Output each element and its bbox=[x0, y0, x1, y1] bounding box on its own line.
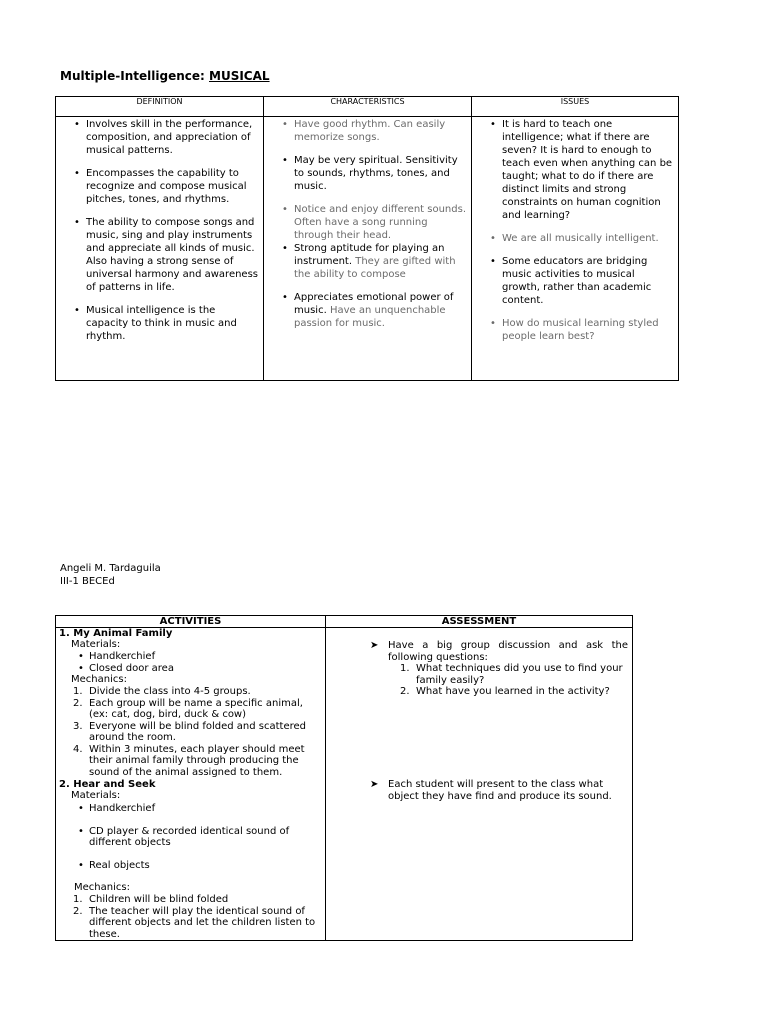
material-item: • Closed door area bbox=[78, 663, 318, 675]
issue-item: • Some educators are bridging music activities to musical growth, rather than academic content. bbox=[486, 255, 674, 307]
characteristic-text: Appreciates emotional power of music. bbox=[294, 292, 454, 316]
characteristic-item: • May be very spiritual. Sensitivity to sounds, rhythms, tones, and music. bbox=[278, 154, 466, 193]
issues-column bbox=[486, 118, 674, 343]
page-title bbox=[60, 69, 270, 83]
definition-item: • The ability to compose songs and music, sing and play instruments and appreciate all kinds of music. Also having a strong sense of universal harmony and awareness of patterns in life. bbox=[70, 216, 258, 294]
definition-item: • Encompasses the capability to recognize and compose musical pitches, tones, and rhythms. bbox=[70, 167, 258, 206]
mechanics-label: Mechanics: bbox=[74, 882, 130, 893]
characteristic-text: Strong aptitude for playing an instrument. bbox=[294, 243, 445, 267]
step-text: Children will be blind folded bbox=[89, 894, 229, 905]
definition-item: • Involves skill in the performance, composition, and appreciation of musical patterns. bbox=[70, 118, 258, 157]
mechanics-step: 1. Children will be blind folded bbox=[73, 894, 229, 905]
definition-item: • Musical intelligence is the capacity to think in music and rhythm. bbox=[70, 304, 258, 343]
mechanics-label: Mechanics: bbox=[71, 674, 127, 685]
issue-item: • It is hard to teach one intelligence; what if there are seven? It is hard to enough to teach even when anything can be taught; what to do if there are distinct limits and strong constraints on human cognition and learning? bbox=[486, 118, 674, 222]
header-characteristics: CHARACTERISTICS bbox=[330, 97, 405, 106]
material-item: • Real objects bbox=[78, 860, 308, 872]
header-definition: DEFINITION bbox=[136, 97, 183, 106]
material-item: • CD player & recorded identical sound of different objects bbox=[78, 826, 308, 849]
assessment-item bbox=[370, 779, 628, 802]
activity-title: 1. My Animal Family bbox=[59, 628, 173, 639]
characteristic-item: • Notice and enjoy different sounds. Often have a song running through their head. bbox=[278, 203, 466, 242]
step-text: Everyone will be blind folded and scattered around the room. bbox=[89, 720, 307, 743]
assessment-block bbox=[370, 779, 628, 802]
step-text: Within 3 minutes, each player should meet their animal family through producing the sound of the animal assigned to them. bbox=[89, 743, 305, 778]
definition-column bbox=[70, 118, 258, 343]
material-item: • Handkerchief bbox=[78, 651, 318, 663]
activities-table bbox=[55, 615, 633, 941]
assessment-item bbox=[370, 640, 628, 663]
characteristics-column bbox=[278, 118, 466, 330]
mechanics-step: 1. Divide the class into 4-5 groups. bbox=[73, 686, 251, 697]
author-block bbox=[60, 562, 161, 588]
question-item: 2. What have you learned in the activity? bbox=[400, 686, 610, 697]
characteristic-item bbox=[278, 242, 466, 281]
activity-title: 2. Hear and Seek bbox=[59, 779, 156, 790]
arrow-icon: ➤ bbox=[370, 779, 379, 790]
header-activities: ACTIVITIES bbox=[159, 616, 222, 627]
characteristic-text: Have an unquenchable passion for music. bbox=[294, 305, 446, 329]
arrow-icon: ➤ bbox=[370, 640, 379, 651]
characteristic-item: • Have good rhythm. Can easily memorize songs. bbox=[278, 118, 466, 144]
materials-label: Materials: bbox=[71, 790, 121, 801]
question-item: 1. What techniques did you use to find your family easily? bbox=[400, 663, 623, 686]
mechanics-step: 3. Everyone will be blind folded and scattered around the room. bbox=[73, 720, 307, 743]
mechanics-list bbox=[73, 686, 319, 778]
mechanics-list bbox=[73, 894, 319, 940]
mechanics-step: 2. The teacher will play the identical sound of different objects and let the children listen to these. bbox=[73, 905, 316, 940]
header-issues: ISSUES bbox=[560, 97, 590, 106]
column-divider bbox=[263, 97, 264, 380]
question-text: What have you learned in the activity? bbox=[416, 686, 610, 697]
author-section: III-1 BECEd bbox=[60, 576, 115, 587]
assessment-text: Have a big group discussion and ask the following questions: bbox=[388, 640, 628, 663]
step-text: Each group will be name a specific animal, (ex: cat, dog, bird, duck & cow) bbox=[89, 697, 303, 720]
characteristic-item bbox=[278, 291, 466, 330]
materials-list bbox=[78, 803, 308, 871]
characteristic-text: They are gifted with the ability to compose bbox=[294, 256, 456, 280]
issue-item: • How do musical learning styled people learn best? bbox=[486, 317, 674, 343]
mechanics-step: 4. Within 3 minutes, each player should meet their animal family through producing the sound of the animal assigned to them. bbox=[73, 743, 305, 778]
mechanics-step: 2. Each group will be name a specific animal, (ex: cat, dog, bird, duck & cow) bbox=[73, 697, 303, 720]
question-text: What techniques did you use to find your family easily? bbox=[416, 663, 623, 686]
issue-item: • We are all musically intelligent. bbox=[486, 232, 674, 245]
intelligence-table bbox=[55, 96, 679, 381]
column-divider bbox=[325, 616, 326, 940]
step-text: The teacher will play the identical sound of different objects and let the children listen to these. bbox=[89, 905, 316, 940]
materials-label: Materials: bbox=[71, 639, 121, 650]
assessment-text: Each student will present to the class what object they have find and produce its sound. bbox=[388, 779, 612, 802]
title-prefix: Multiple-Intelligence: bbox=[60, 69, 205, 83]
materials-list bbox=[78, 651, 318, 674]
author-name: Angeli M. Tardaguila bbox=[60, 563, 161, 574]
column-divider bbox=[471, 97, 472, 380]
step-text: Divide the class into 4-5 groups. bbox=[89, 686, 251, 697]
assessment-block bbox=[370, 640, 628, 698]
header-assessment: ASSESSMENT bbox=[441, 616, 517, 627]
title-topic: MUSICAL bbox=[209, 69, 270, 83]
material-item: • Handkerchief bbox=[78, 803, 308, 815]
